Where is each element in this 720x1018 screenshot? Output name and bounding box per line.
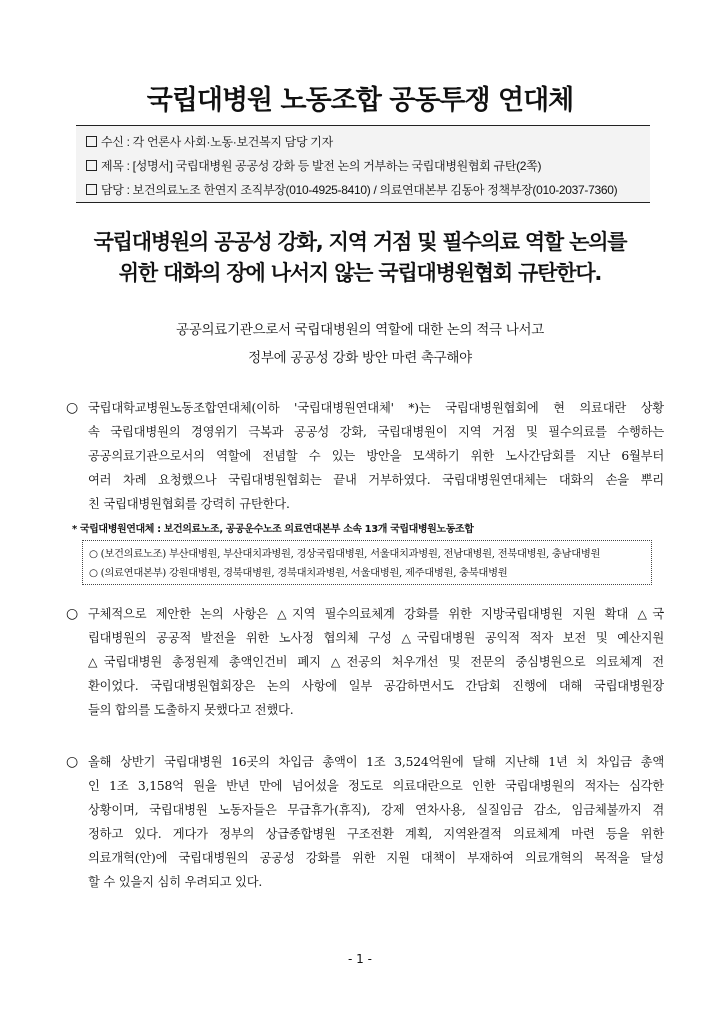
subject-row [86, 157, 541, 174]
paragraph-line: 구체적으로 제안한 논의 사항은 △지역 필수의료체계 강화를 위한 지방국립대병원 지원 확대 △국 [88, 607, 664, 621]
footnote: * 국립대병원연대체 : 보건의료노조, 공공운수노조 의료연대본부 소속 13개 국립대병원노동조합 [72, 524, 474, 535]
paragraph-line: 속 국립대병원의 경영위기 극복과 공공성 강화, 국립대병원이 지역 거점 및 필수의료를 수행하는 [88, 425, 664, 439]
page-number: - 1 - [348, 952, 372, 966]
paragraph-line: 할 수 있을지 심히 우려되고 있다. [88, 875, 263, 889]
paragraph-line: 친 국립대병원협회를 강력히 규탄한다. [88, 497, 290, 511]
press-info-box [76, 125, 650, 203]
paragraph-line: 환이었다. 국립대병원협회장은 논의 사항에 일부 공감하면서도 간담회 진행에 대해 국립대병원장 [88, 679, 664, 693]
subheadline-line-1: 공공의료기관으로서 국립대병원의 역할에 대한 논의 적극 나서고 [176, 322, 544, 338]
paragraph-line: 들의 합의를 도출하지 못했다고 전했다. [88, 703, 294, 717]
paragraph-line: 공공의료기관으로서의 역할에 전념할 수 있는 방안을 모색하기 위한 노사간담회를 지난 6월부터 [88, 449, 664, 463]
paragraph-line: 의료개혁(안)에 국립대병원의 공공성 강화를 위한 지원 대책이 부재하여 의료개혁의 목적을 달성 [88, 851, 664, 865]
recipient-row [86, 133, 333, 150]
contact-text: 담당 : 보건의료노조 한연지 조직부장(010-4925-8410) / 의료연대본부 김동아 정책부장(010-2037-7360) [101, 183, 618, 197]
bullet-circle-icon: ○ [66, 400, 79, 416]
checkbox-icon [86, 184, 97, 195]
headline-line-1: 국립대병원의 공공성 강화, 지역 거점 및 필수의료 역할 논의를 [93, 230, 627, 254]
paragraph-line: 올해 상반기 국립대병원 16곳의 차입금 총액이 1조 3,524억원에 달해 지난해 1년 치 차입금 총액 [88, 755, 664, 769]
bullet-circle-icon: ○ [66, 606, 79, 622]
contact-row [86, 181, 617, 198]
checkbox-icon [86, 136, 97, 147]
checkbox-icon [86, 160, 97, 171]
paragraph-line: 립대병원의 공공적 발전을 위한 노사정 협의체 구성 △국립대병원 공익적 적자 보전 및 예산지원 [88, 631, 664, 645]
paragraph-line: 여러 차례 요청했으나 국립대병원협회는 끝내 거부하였다. 국립대병원연대체는 대화의 손을 뿌리 [88, 473, 664, 487]
bullet-circle-icon: ○ [66, 754, 79, 770]
paragraph-line: 정하고 있다. 게다가 정부의 상급종합병원 구조전환 계획, 지역완결적 의료체계 마련 등을 위한 [88, 827, 664, 841]
paragraph-line: 상황이며, 국립대병원 노동자들은 무급휴가(휴직), 강제 연차사용, 실질임금 감소, 임금체불까지 겪 [88, 803, 664, 817]
subject-text: 제목 : [성명서] 국립대병원 공공성 강화 등 발전 논의 거부하는 국립대병원협회 규탄(2쪽) [101, 159, 542, 173]
paragraph-line: 국립대학교병원노동조합연대체(이하 '국립대병원연대체' *)는 국립대병원협회에 현 의료대란 상황 [88, 401, 664, 415]
headline-line-2: 위한 대화의 장에 나서지 않는 국립대병원협회 규탄한다. [118, 261, 602, 285]
recipient-text: 수신 : 각 언론사 사회·노동·보건복지 담당 기자 [101, 135, 333, 149]
subheadline-line-2: 정부에 공공성 강화 방안 마련 촉구해야 [248, 350, 472, 366]
member-row-medical-solidarity: ○ (의료연대본부) 강원대병원, 경북대병원, 경북대치과병원, 서울대병원, 제주대병원, 충북대병원 [89, 567, 508, 579]
member-unions-box [82, 540, 652, 585]
paragraph-line: 인 1조 3,158억 원을 반년 만에 넘어섰을 정도로 의료대란으로 인한 국립대병원의 적자는 심각한 [88, 779, 664, 793]
paragraph-line: △국립대병원 총정원제 총액인건비 폐지 △전공의 처우개선 및 전문의 중심병원으로 의료체계 전 [88, 655, 664, 669]
organization-title: 국립대병원 노동조합 공동투쟁 연대체 [146, 85, 574, 116]
member-row-health-union: ○ (보건의료노조) 부산대병원, 부산대치과병원, 경상국립대병원, 서울대치과병원, 전남대병원, 전북대병원, 충남대병원 [89, 548, 601, 560]
